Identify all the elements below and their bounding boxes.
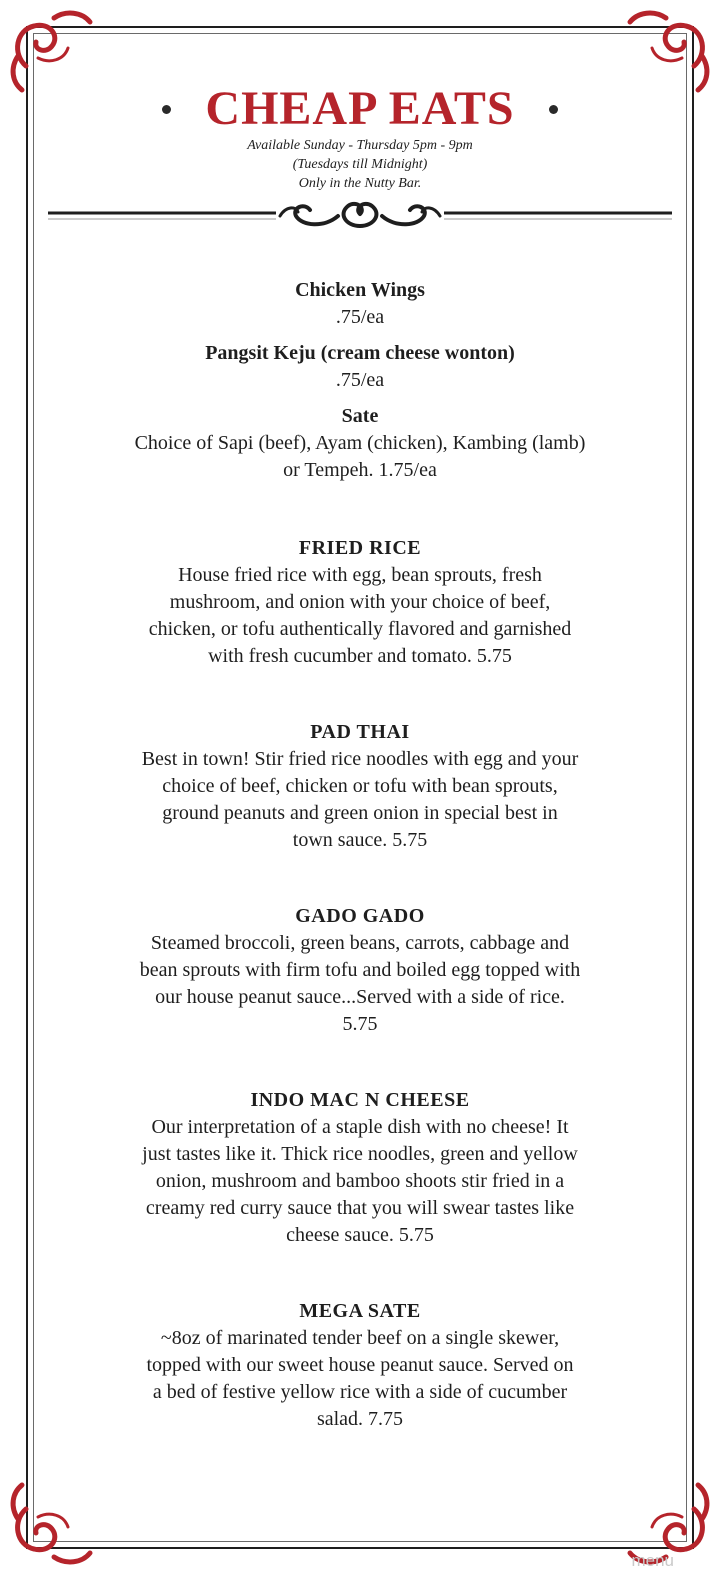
item-name: GADO GADO	[295, 905, 425, 927]
item-description-line: ~8oz of marinated tender beef on a single skewer,	[160, 1327, 560, 1349]
item-description-line: our house peanut sauce...Served with a side of rice.	[155, 986, 565, 1008]
item-description-line: Steamed broccoli, green beans, carrots, cabbage and	[150, 932, 570, 954]
menu-item	[40, 902, 680, 1038]
item-description-line: cheese sauce. 5.75	[286, 1224, 434, 1246]
item-description-line: topped with our sweet house peanut sauce. Served on	[146, 1354, 574, 1376]
availability-text: Available Sunday - Thursday 5pm - 9pm	[247, 138, 473, 153]
menu-items	[40, 276, 680, 1433]
corner-flourish-icon	[4, 1479, 96, 1571]
item-description-line: chicken, or tofu authentically flavored and garnished	[148, 618, 572, 640]
item-description-line: town sauce. 5.75	[292, 829, 428, 851]
item-name: Chicken Wings	[295, 279, 425, 301]
item-description-line: 5.75	[342, 1013, 378, 1035]
item-description-line: Best in town! Stir fried rice noodles with egg and your	[141, 748, 579, 770]
item-name: MEGA SATE	[299, 1300, 421, 1322]
item-name: Pangsit Keju (cream cheese wonton)	[205, 342, 515, 364]
item-description-line: mushroom, and onion with your choice of beef,	[169, 591, 551, 613]
menu-item	[40, 402, 680, 484]
bullet-icon	[549, 105, 558, 114]
menu-item	[40, 276, 680, 331]
item-description-line: or Tempeh. 1.75/ea	[283, 459, 437, 481]
item-description-line: bean sprouts with firm tofu and boiled egg topped with	[139, 959, 581, 981]
item-price: .75/ea	[335, 306, 385, 328]
menu-item	[40, 718, 680, 854]
bullet-icon	[162, 105, 171, 114]
watermark: menu	[631, 1551, 674, 1570]
item-description-line: creamy red curry sauce that you will swear tastes like	[145, 1197, 575, 1219]
item-description-line: with fresh cucumber and tomato. 5.75	[208, 645, 512, 667]
item-description-line: just tastes like it. Thick rice noodles, green and yellow	[142, 1143, 578, 1165]
tuesday-hours-text: (Tuesdays till Midnight)	[292, 157, 428, 172]
menu-item	[40, 339, 680, 394]
item-description-line: ground peanuts and green onion in special best in	[162, 802, 558, 824]
menu-header	[0, 82, 720, 193]
item-description-line: Choice of Sapi (beef), Ayam (chicken), Kambing (lamb)	[134, 432, 586, 454]
menu-item	[40, 1297, 680, 1433]
title-row	[0, 82, 720, 136]
item-description-line: salad. 7.75	[316, 1408, 404, 1430]
menu-item	[40, 534, 680, 670]
item-description-line: a bed of festive yellow rice with a side of cucumber	[152, 1381, 568, 1403]
item-name: Sate	[341, 405, 379, 427]
item-name: PAD THAI	[310, 721, 410, 743]
menu-item	[40, 1086, 680, 1249]
item-name: INDO MAC N CHEESE	[250, 1089, 470, 1111]
item-description-line: onion, mushroom and bamboo shoots stir fried in a	[155, 1170, 565, 1192]
item-description-line: choice of beef, chicken or tofu with bean sprouts,	[162, 775, 558, 797]
item-name: FRIED RICE	[298, 537, 422, 559]
item-description-line: House fried rice with egg, bean sprouts, fresh	[178, 564, 542, 586]
menu-title: CHEAP EATS	[205, 82, 515, 135]
item-price: .75/ea	[335, 369, 385, 391]
item-description-line: Our interpretation of a staple dish with no cheese! It	[151, 1116, 569, 1138]
location-text: Only in the Nutty Bar.	[298, 176, 422, 191]
ornamental-divider-icon	[48, 192, 672, 238]
